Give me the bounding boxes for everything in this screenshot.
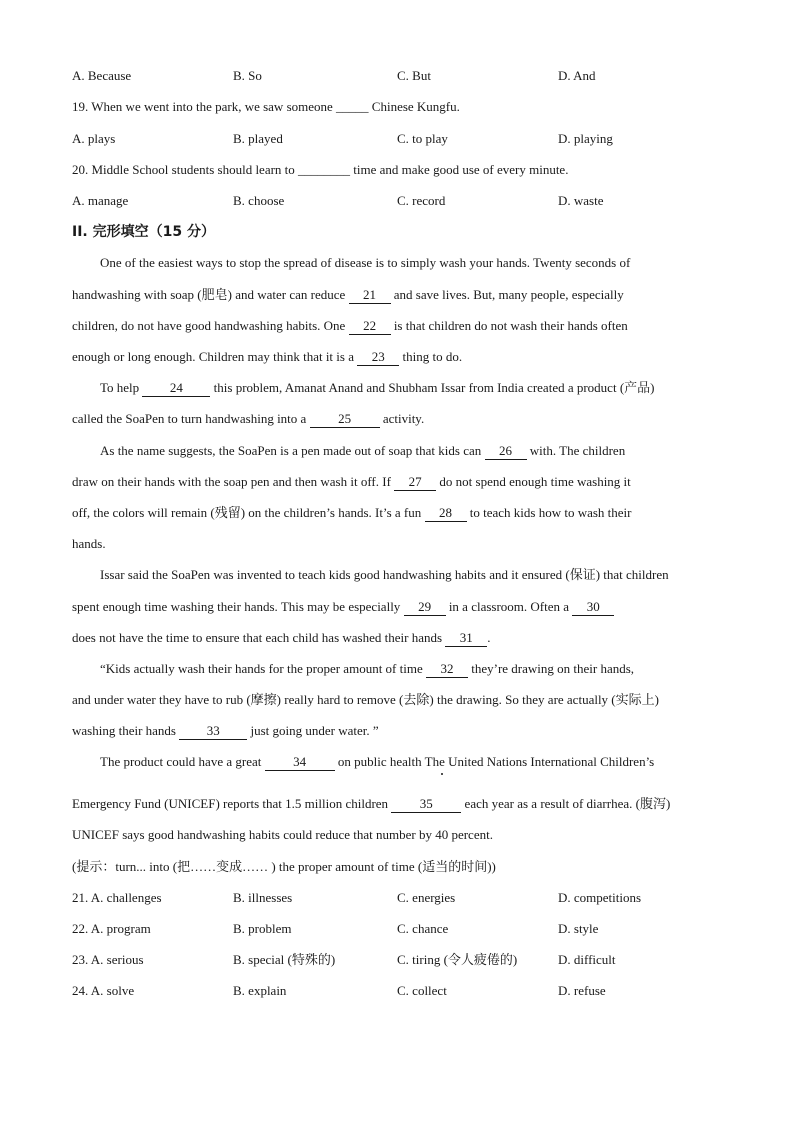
passage-line: spent enough time washing their hands. This may be especially 29 in a classroom. Often a 30 — [72, 597, 722, 617]
q21-option-a: 21. A. challenges — [72, 890, 162, 905]
blank-33: 33 — [179, 723, 247, 740]
q23-option-d: D. difficult — [558, 952, 616, 967]
q18-option-d: D. And — [558, 68, 596, 83]
passage-line: enough or long enough. Children may think that it is a 23 thing to do. — [72, 349, 463, 364]
q22-option-a: 22. A. program — [72, 921, 151, 936]
q23-option-c: C. tiring (令人疲倦的) — [397, 952, 518, 967]
passage-line: children, do not have good handwashing habits. One 22 is that children do not wash their hands often — [72, 318, 628, 333]
q19-option-b: B. played — [233, 131, 283, 146]
q19-option-a: A. plays — [72, 131, 116, 146]
q22-option-b: B. problem — [233, 921, 292, 936]
blank-23: 23 — [357, 349, 399, 366]
q20-option-c: C. record — [397, 193, 446, 208]
passage-line: handwashing with soap (肥皂) and water can reduce 21 and save lives. But, many people, especially — [72, 287, 624, 302]
q22-option-d: D. style — [558, 921, 599, 936]
passage-line: Emergency Fund (UNICEF) reports that 1.5 million children 35 each year as a result of diarrhea. (腹泻) — [72, 796, 671, 811]
passage-line: draw on their hands with the soap pen and then wash it off. If 27 do not spend enough time washing it — [72, 474, 631, 489]
q20-stem: 20. Middle School students should learn to ________ time and make good use of every minute. — [72, 162, 569, 177]
passage-line: UNICEF says good handwashing habits could reduce that number by 40 percent. — [72, 827, 493, 842]
passage-line: off, the colors will remain (残留) on the children’s hands. It’s a fun 28 to teach kids how to wash their — [72, 505, 632, 520]
blank-27: 27 — [394, 474, 436, 491]
blank-29: 29 — [404, 599, 446, 616]
q23-option-a: 23. A. serious — [72, 952, 144, 967]
q20-option-b: B. choose — [233, 193, 285, 208]
q18-option-c: C. But — [397, 68, 431, 83]
q18-option-b: B. So — [233, 68, 262, 83]
q24-option-d: D. refuse — [558, 983, 606, 998]
passage-line: and under water they have to rub (摩擦) really hard to remove (去除) the drawing. So they are actually (实际上) — [72, 692, 659, 707]
q23-option-b: B. special (特殊的) — [233, 952, 336, 967]
q20-option-d: D. waste — [558, 193, 604, 208]
passage-line: The product could have a great 34 on public health The United Nations International Children’s — [100, 754, 655, 769]
q21-option-c: C. energies — [397, 890, 456, 905]
q19-stem: 19. When we went into the park, we saw someone _____ Chinese Kungfu. — [72, 99, 460, 114]
passage-line: “Kids actually wash their hands for the proper amount of time 32 they’re drawing on their hands, — [100, 661, 635, 676]
passage-line: called the SoaPen to turn handwashing into a 25 activity. — [72, 411, 425, 426]
passage-line: To help 24 this problem, Amanat Anand and Shubham Issar from India created a product (产品) — [100, 380, 655, 395]
blank-34: 34 — [265, 754, 335, 771]
q24-option-c: C. collect — [397, 983, 447, 998]
blank-26: 26 — [485, 443, 527, 460]
q22-option-c: C. chance — [397, 921, 449, 936]
blank-35: 35 — [391, 796, 461, 813]
passage-line: hands. — [72, 536, 106, 551]
q24-option-a: 24. A. solve — [72, 983, 135, 998]
blank-32: 32 — [426, 661, 468, 678]
stray-dot — [441, 773, 443, 775]
blank-24: 24 — [142, 380, 210, 397]
blank-28: 28 — [425, 505, 467, 522]
passage-line: washing their hands 33 just going under water. ” — [72, 723, 379, 738]
q20-option-a: A. manage — [72, 193, 129, 208]
q19-blank: _____ — [336, 99, 369, 114]
q21-option-d: D. competitions — [558, 890, 642, 905]
q24-option-b: B. explain — [233, 983, 287, 998]
hint-line: (提示：turn... into (把……变成…… ) the proper amount of time (适当的时间)) — [72, 859, 496, 874]
blank-31: 31 — [445, 630, 487, 647]
blank-30: 30 — [572, 599, 614, 616]
blank-21: 21 — [349, 287, 391, 304]
q18-option-a: A. Because — [72, 68, 132, 83]
blank-25: 25 — [310, 411, 380, 428]
q19-option-c: C. to play — [397, 131, 448, 146]
passage-line: does not have the time to ensure that each child has washed their hands 31 . — [72, 630, 491, 645]
q20-blank: ________ — [298, 162, 351, 177]
passage-line: As the name suggests, the SoaPen is a pen made out of soap that kids can 26 with. The children — [100, 443, 626, 458]
q19-option-d: D. playing — [558, 131, 613, 146]
q21-option-b: B. illnesses — [233, 890, 293, 905]
passage-line: Issar said the SoaPen was invented to teach kids good handwashing habits and it ensured (保证) that children — [100, 567, 669, 582]
section-title: II. 完形填空（15 分） — [72, 224, 215, 240]
blank-22: 22 — [349, 318, 391, 335]
passage-line: One of the easiest ways to stop the spread of disease is to simply wash your hands. Twenty seconds of — [100, 255, 631, 270]
